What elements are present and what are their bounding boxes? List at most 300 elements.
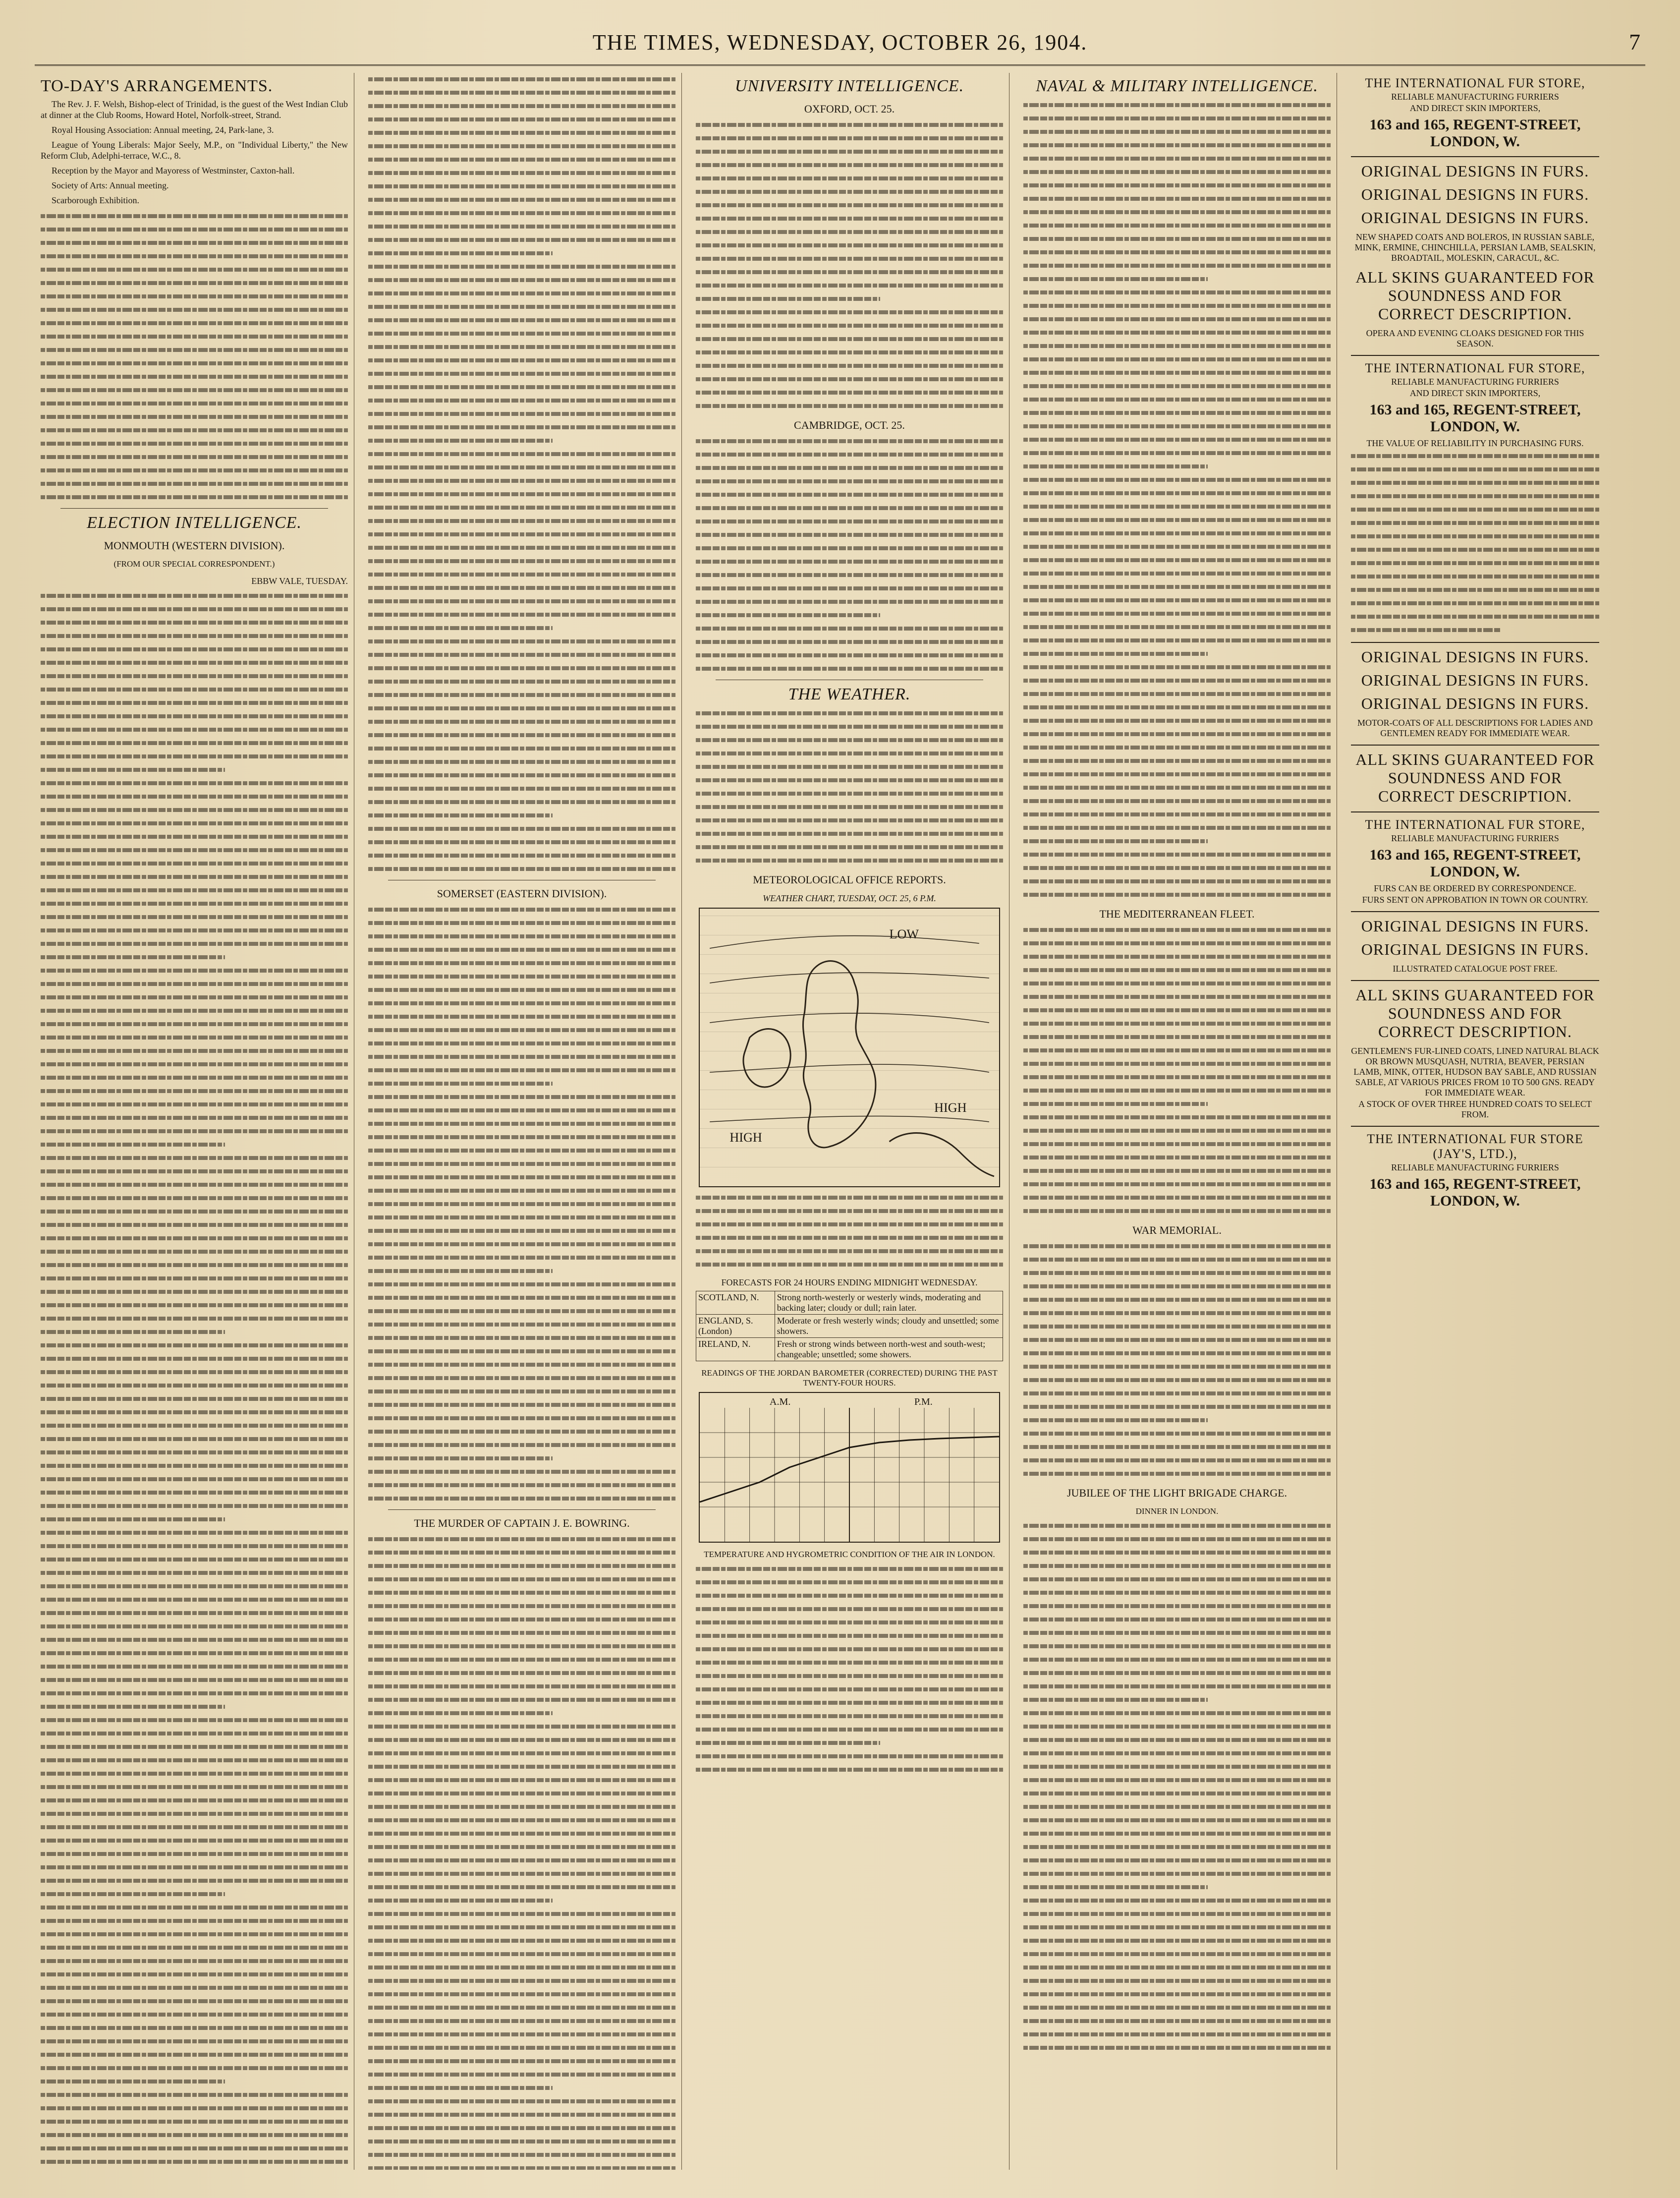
text-line <box>368 2095 675 2107</box>
text-line <box>41 1928 348 1940</box>
text-line <box>41 1941 348 1954</box>
baro-pm-label: P.M. <box>914 1396 933 1407</box>
text-line <box>368 581 675 594</box>
text-line <box>368 2108 675 2121</box>
text-line <box>1023 1333 1331 1346</box>
text-line <box>696 435 1003 447</box>
text-line <box>368 849 675 862</box>
text-line <box>368 287 675 299</box>
text-line <box>1023 754 1331 767</box>
text-line <box>368 1667 675 1679</box>
jubilee-heading: JUBILEE OF THE LIGHT BRIGADE CHARGE. <box>1066 1487 1288 1499</box>
column-4 <box>1017 73 1337 2170</box>
text-line <box>1023 977 1331 989</box>
text-line <box>41 1647 348 1659</box>
text-line <box>368 1104 675 1116</box>
advert-title: THE INTERNATIONAL FUR STORE, <box>1365 817 1585 832</box>
text-line <box>368 1881 675 1893</box>
text-line <box>1023 1205 1331 1217</box>
text-line <box>368 1988 675 2000</box>
met-office-heading: METEOROLOGICAL OFFICE REPORTS. <box>753 873 946 886</box>
text-line <box>41 2008 348 2021</box>
text-line <box>1023 781 1331 794</box>
text-line <box>1023 1320 1331 1332</box>
barometer-chart <box>699 1392 1000 1543</box>
text-line <box>696 475 1003 487</box>
text-line <box>41 2102 348 2114</box>
text-line <box>1023 353 1331 365</box>
arrangement-item: Society of Arts: Annual meeting. <box>52 180 169 190</box>
text-line <box>1023 380 1331 392</box>
text-line <box>368 1198 675 1210</box>
text-line <box>368 809 553 821</box>
text-line <box>696 386 1003 399</box>
chart-label-high: HIGH <box>729 1130 762 1145</box>
text-line <box>696 1629 1003 1642</box>
text-line <box>1023 219 1331 231</box>
text-line <box>1351 450 1599 462</box>
text-line <box>696 662 1003 675</box>
text-line <box>1023 1253 1331 1266</box>
text-line <box>368 930 675 942</box>
text-line <box>696 1710 1003 1722</box>
text-line <box>368 822 675 835</box>
text-line <box>1023 1894 1331 1907</box>
text-line <box>1023 1760 1331 1773</box>
text-line <box>368 1398 675 1411</box>
temperature-heading: TEMPERATURE AND HYGROMETRIC CONDITION OF THE AIR IN LONDON. <box>704 1550 995 1559</box>
text-line <box>41 1071 348 1084</box>
text-line <box>1023 1084 1331 1097</box>
text-line <box>368 622 553 634</box>
advert-heading: ORIGINAL DESIGNS IN FURS. <box>1361 185 1589 203</box>
text-line <box>368 541 675 554</box>
text-line <box>368 836 675 848</box>
text-line <box>368 970 675 983</box>
forecast-text: Strong north-westerly or westerly winds, moderating and backing later; cloudy or dull; rain later. <box>775 1291 1003 1315</box>
text-line <box>368 1452 553 1464</box>
text-line <box>1023 1387 1331 1399</box>
text-line <box>368 367 675 380</box>
text-line <box>696 488 1003 501</box>
text-line <box>368 434 553 447</box>
text-line <box>1023 964 1331 976</box>
text-line <box>41 1834 348 1847</box>
text-line <box>696 707 1003 719</box>
text-line <box>41 1044 348 1057</box>
text-line <box>368 140 675 152</box>
text-line <box>41 1848 348 1860</box>
text-line <box>41 991 348 1003</box>
text-line <box>696 636 1003 648</box>
text-line <box>1023 1800 1331 1813</box>
text-line <box>368 1465 675 1478</box>
text-line <box>1023 714 1331 727</box>
text-line <box>368 126 675 139</box>
text-line <box>696 1562 1003 1575</box>
text-line <box>1023 875 1331 887</box>
arrangement-item: The Rev. J. F. Welsh, Bishop-elect of Trinidad, is the guest of the West Indian Club at dinner at the Club Rooms, Howard Hotel, Norfolk-street, Strand. <box>41 99 348 120</box>
advert-line: RELIABLE MANUFACTURING FURRIERS <box>1391 377 1559 387</box>
text-line <box>41 2142 348 2154</box>
text-line <box>696 622 1003 635</box>
advert-text: THE VALUE OF RELIABILITY IN PURCHASING FURS. <box>1366 438 1584 448</box>
text-line <box>368 2001 675 2014</box>
text-line <box>368 1867 675 1880</box>
text-line <box>368 635 675 647</box>
text-line <box>41 1607 348 1619</box>
advert-heading: ALL SKINS GUARANTEED FOR SOUNDNESS AND FOR CORRECT DESCRIPTION. <box>1355 751 1595 805</box>
advert-heading: ALL SKINS GUARANTEED FOR SOUNDNESS AND FOR CORRECT DESCRIPTION. <box>1355 268 1595 323</box>
text-line <box>1023 326 1331 339</box>
arrangements-heading: TO-DAY'S ARRANGEMENTS. <box>41 77 273 95</box>
text-line <box>368 100 675 112</box>
text-line <box>41 1861 348 1873</box>
murder-article <box>368 1533 675 2170</box>
advert-line: RELIABLE MANUFACTURING FURRIERS <box>1391 833 1559 843</box>
text-line <box>1023 1374 1331 1386</box>
text-line <box>696 333 1003 345</box>
text-line <box>1023 433 1331 446</box>
text-line <box>368 2135 675 2147</box>
text-line <box>368 1854 675 1866</box>
text-line <box>368 354 675 366</box>
text-line <box>41 750 348 762</box>
text-line <box>368 1613 675 1625</box>
text-line <box>368 1117 675 1130</box>
text-line <box>1023 621 1331 633</box>
text-line <box>696 1191 1003 1204</box>
text-line <box>368 448 675 460</box>
text-line <box>41 1473 348 1485</box>
advert-address: 163 and 165, REGENT-STREET, LONDON, W. <box>1369 847 1581 880</box>
text-line <box>696 854 1003 867</box>
text-line <box>1023 1533 1331 1545</box>
text-line <box>368 1707 553 1719</box>
text-line <box>368 1144 675 1157</box>
weather-map-svg <box>700 909 999 1186</box>
text-line <box>41 683 348 695</box>
text-line <box>1351 503 1599 516</box>
text-line <box>368 1171 675 1183</box>
text-line <box>1023 366 1331 379</box>
text-line <box>41 1580 348 1592</box>
text-line <box>1023 1519 1331 1532</box>
text-line <box>368 689 675 701</box>
text-line <box>368 729 675 741</box>
text-line <box>41 1259 348 1271</box>
fur-store-advert <box>1351 1132 1599 1210</box>
text-line <box>1023 1400 1331 1413</box>
text-line <box>368 1814 675 1826</box>
text-line <box>696 306 1003 318</box>
text-line <box>696 1670 1003 1682</box>
text-line <box>368 1734 675 1746</box>
text-line <box>368 501 675 514</box>
text-line <box>1023 937 1331 949</box>
text-line <box>368 1921 675 1933</box>
text-line <box>368 2148 675 2161</box>
text-line <box>368 1573 675 1585</box>
text-line <box>696 1245 1003 1257</box>
text-line <box>368 2041 675 2054</box>
arrangement-item: Royal Housing Association: Annual meeting, 24, Park-lane, 3. <box>52 125 274 135</box>
text-line <box>1351 530 1599 542</box>
text-line <box>368 2068 675 2081</box>
advert-text: NEW SHAPED COATS AND BOLEROS, IN RUSSIAN SABLE, MINK, ERMINE, CHINCHILLA, PERSIAN LAMB, SEALSKIN, BROADTAIL, MOLESKIN, CARACUL, &C. <box>1354 232 1596 263</box>
text-line <box>1023 688 1331 700</box>
text-line <box>368 153 675 166</box>
text-line <box>696 555 1003 568</box>
advert-address: 163 and 165, REGENT-STREET, LONDON, W. <box>1369 1176 1581 1209</box>
text-line <box>1023 634 1331 646</box>
advert-body <box>1351 450 1599 636</box>
text-line <box>1023 594 1331 606</box>
text-line <box>696 1736 880 1749</box>
text-line <box>1023 313 1331 325</box>
election-subheading: MONMOUTH (WESTERN DIVISION). <box>104 539 285 552</box>
text-line <box>368 113 675 125</box>
text-line <box>1023 661 1331 673</box>
text-line <box>1023 206 1331 218</box>
article-continued <box>368 73 675 875</box>
text-line <box>368 2082 553 2094</box>
continent-outline <box>890 1133 994 1176</box>
text-line <box>1023 1151 1331 1163</box>
text-line <box>368 394 675 406</box>
text-line <box>368 769 675 781</box>
text-line <box>1351 583 1599 596</box>
isobar-line <box>710 1064 989 1072</box>
murder-heading: THE MURDER OF CAPTAIN J. E. BOWRING. <box>414 1517 630 1529</box>
election-article <box>41 589 348 2168</box>
text-line <box>368 1184 675 1197</box>
text-line <box>1023 2001 1331 2014</box>
text-line <box>368 327 675 340</box>
table-row <box>696 1315 1003 1338</box>
text-line <box>696 1763 1003 1776</box>
text-line <box>41 897 348 910</box>
text-line <box>41 1419 348 1432</box>
text-line <box>696 212 1003 225</box>
cambridge-dateline: CAMBRIDGE, OCT. 25. <box>794 419 905 431</box>
text-line <box>1023 1934 1331 1947</box>
text-line <box>1023 1640 1331 1652</box>
text-line <box>368 1157 675 1170</box>
text-line <box>368 314 675 326</box>
naval-military-heading: NAVAL & MILITARY INTELLIGENCE. <box>1036 77 1318 95</box>
text-line <box>1023 1867 1331 1880</box>
text-line <box>696 292 880 305</box>
text-line <box>41 1352 348 1365</box>
text-line <box>368 1560 675 1572</box>
fur-store-advert <box>1351 817 1599 905</box>
advert-line: AND DIRECT SKIN IMPORTERS, <box>1409 388 1541 398</box>
text-line <box>1023 1961 1331 1973</box>
election-heading: ELECTION INTELLIGENCE. <box>87 514 302 532</box>
text-line <box>696 1723 1003 1735</box>
advert-address: 163 and 165, REGENT-STREET, LONDON, W. <box>1369 116 1581 150</box>
text-line <box>1023 1774 1331 1786</box>
text-line <box>41 844 348 856</box>
text-line <box>1023 1988 1331 2000</box>
text-line <box>368 1318 675 1330</box>
text-line <box>368 233 675 246</box>
text-line <box>1023 2028 1331 2040</box>
text-line <box>1351 517 1599 529</box>
text-line <box>1023 1948 1331 1960</box>
text-line <box>41 1218 348 1231</box>
text-line <box>41 964 348 977</box>
advert-text: FURS SENT ON APPROBATION IN TOWN OR COUNTRY. <box>1362 895 1588 905</box>
text-line <box>1023 514 1331 526</box>
arrangement-item: League of Young Liberals: Major Seely, M.P., on "Individual Liberty," the New Reform Club, Adelphi-terrace, W.C., 8. <box>41 140 348 161</box>
text-line <box>1023 393 1331 405</box>
jubilee-article <box>1023 1519 1331 2054</box>
text-line <box>368 2028 675 2040</box>
text-line <box>1023 139 1331 151</box>
text-line <box>696 448 1003 461</box>
table-row <box>696 1291 1003 1315</box>
text-line <box>41 924 348 936</box>
text-line <box>41 1058 348 1070</box>
text-line <box>696 827 1003 840</box>
text-line <box>1023 1427 1331 1440</box>
text-line <box>41 1085 348 1097</box>
designs-advert <box>1351 648 1599 739</box>
text-line <box>1023 299 1331 312</box>
text-line <box>1023 500 1331 513</box>
text-line <box>1023 1280 1331 1292</box>
text-line <box>368 1586 675 1599</box>
text-line <box>41 1700 225 1713</box>
text-line <box>368 1131 675 1143</box>
text-line <box>41 589 348 602</box>
text-line <box>41 616 348 629</box>
text-line <box>1023 1613 1331 1625</box>
text-line <box>41 1593 348 1606</box>
text-line <box>41 1205 348 1217</box>
text-line <box>368 1331 675 1344</box>
text-line <box>368 742 675 754</box>
advert-line: RELIABLE MANUFACTURING FURRIERS <box>1391 1162 1559 1172</box>
text-line <box>41 1125 348 1137</box>
text-line <box>1023 540 1331 553</box>
text-line <box>1023 554 1331 566</box>
text-line <box>368 1894 553 1907</box>
oxford-dateline: OXFORD, OCT. 25. <box>804 103 895 115</box>
arrangement-item: Scarborough Exhibition. <box>52 195 139 205</box>
barometer-heading: READINGS OF THE JORDAN BAROMETER (CORRECTED) DURING THE PAST TWENTY-FOUR HOURS. <box>701 1368 998 1388</box>
text-line <box>41 630 348 642</box>
column-2 <box>362 73 682 2170</box>
text-line <box>696 1218 1003 1230</box>
text-line <box>1023 835 1208 847</box>
text-line <box>41 603 348 615</box>
advert-title: THE INTERNATIONAL FUR STORE (JAY'S, LTD.), <box>1367 1132 1583 1161</box>
text-line <box>696 1750 1003 1762</box>
text-line <box>1023 420 1331 432</box>
text-line <box>1023 862 1331 874</box>
text-line <box>368 1747 675 1759</box>
text-line <box>696 1258 1003 1271</box>
text-line <box>41 804 348 816</box>
text-line <box>41 696 348 709</box>
text-line <box>1023 1441 1331 1453</box>
isobar-line <box>710 1116 989 1122</box>
text-line <box>41 830 348 843</box>
advert-text: FURS CAN BE ORDERED BY CORRESPONDENCE. <box>1374 883 1576 893</box>
somerset-article <box>368 903 675 1504</box>
text-line <box>368 555 675 567</box>
text-line <box>41 1633 348 1646</box>
text-line <box>41 710 348 722</box>
text-line <box>368 1800 675 1813</box>
text-line <box>1023 1546 1331 1559</box>
text-line <box>41 1914 348 1927</box>
text-line <box>41 790 348 803</box>
text-line <box>1023 1974 1331 1987</box>
chart-label-high: HIGH <box>934 1100 967 1115</box>
text-line <box>41 1178 348 1191</box>
text-line <box>41 1272 348 1284</box>
text-line <box>1023 166 1331 178</box>
text-line <box>368 207 675 219</box>
text-line <box>368 903 675 916</box>
text-line <box>41 1245 348 1258</box>
text-line <box>368 180 675 192</box>
text-line <box>368 715 675 728</box>
text-line <box>1023 990 1331 1003</box>
chart-label-low: LOW <box>889 927 919 941</box>
text-line <box>696 1231 1003 1244</box>
text-line <box>41 1366 348 1378</box>
columns <box>35 73 1645 2170</box>
advert-heading: ORIGINAL DESIGNS IN FURS. <box>1361 940 1589 958</box>
text-line <box>696 1603 1003 1615</box>
text-line <box>1023 1414 1208 1426</box>
text-line <box>368 863 675 875</box>
text-line <box>368 1546 675 1559</box>
forecast-text: Fresh or strong winds between north-west and south-west; changeable; unsettled; some showers. <box>775 1338 1003 1361</box>
text-line <box>696 359 1003 372</box>
text-line <box>368 1412 675 1424</box>
text-line <box>41 1232 348 1244</box>
text-line <box>368 1934 675 1947</box>
skins-advert <box>1351 751 1599 806</box>
text-line <box>41 857 348 869</box>
text-line <box>696 279 1003 291</box>
text-line <box>368 381 675 393</box>
text-line <box>1023 1111 1331 1123</box>
isobar-line <box>710 936 979 948</box>
text-line <box>41 1620 348 1632</box>
text-line <box>368 568 675 580</box>
text-line <box>41 763 225 776</box>
text-line <box>41 978 348 990</box>
text-line <box>41 723 348 736</box>
jubilee-subheading: DINNER IN LONDON. <box>1135 1506 1219 1516</box>
text-line <box>41 911 348 923</box>
naval-article <box>1023 99 1331 901</box>
text-line <box>41 1740 348 1753</box>
text-line <box>696 159 1003 171</box>
text-line <box>41 1446 348 1458</box>
text-line <box>368 274 675 286</box>
text-line <box>368 1693 675 1706</box>
text-line <box>41 1981 348 1994</box>
text-line <box>1023 406 1331 419</box>
